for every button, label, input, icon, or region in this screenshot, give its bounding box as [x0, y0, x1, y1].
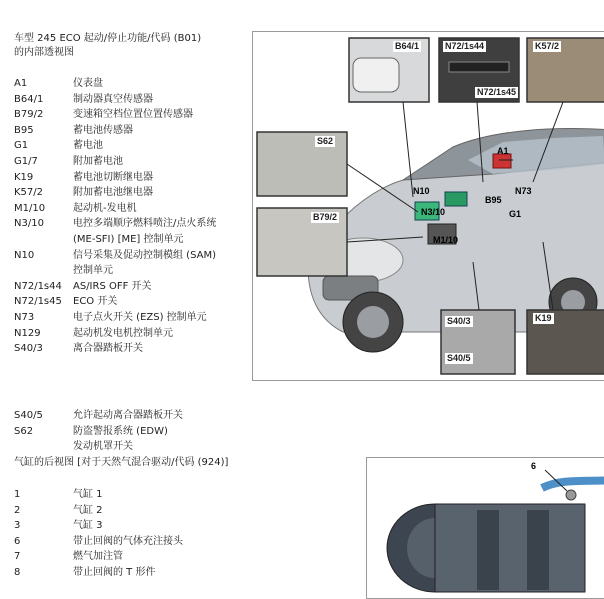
gas-cylinder-illustration — [367, 458, 604, 598]
legend-description: 起动机-发电机 — [73, 202, 137, 214]
legend-description: 电子点火开关 (EZS) 控制单元 — [73, 312, 207, 323]
legend-code: N73 — [14, 312, 35, 323]
label-k57-2: K57/2 — [535, 41, 560, 51]
label-k19: K19 — [535, 313, 552, 323]
legend-description: 蓄电池切断继电器 — [73, 171, 153, 183]
legend-code: 6 — [14, 535, 21, 547]
car-illustration — [253, 32, 604, 380]
legend-description: 变速箱空档位置位置传感器 — [73, 109, 193, 121]
legend-code: S40/3 — [14, 343, 43, 355]
legend-description: 蓄电池 — [73, 140, 103, 152]
label-s62: S62 — [317, 136, 334, 146]
legend-description-cont: (ME-SFI) [ME] 控制单元 — [73, 234, 184, 245]
car-cutaway-figure — [252, 31, 604, 381]
legend-code: N72/1s44 — [14, 280, 62, 292]
legend-description: 电控多端顺序燃料喷注/点火系统 — [73, 218, 217, 230]
legend-code: B64/1 — [14, 93, 44, 105]
legend-description: 离合器踏板开关 — [73, 343, 143, 355]
legend-description-cont: 发动机罩开关 — [73, 441, 133, 453]
label-b95: B95 — [485, 195, 502, 205]
legend-code: A1 — [14, 78, 28, 89]
legend-description: 信号采集及促动控制模组 (SAM) — [73, 249, 216, 261]
label-g1: G1 — [509, 209, 522, 219]
label-b64-1: B64/1 — [395, 41, 420, 51]
legend-description-cont: 控制单元 — [73, 265, 113, 277]
legend-description: 蓄电池传感器 — [73, 124, 133, 136]
label-6: 6 — [531, 461, 537, 471]
label-n72-1s45: N72/1s45 — [477, 87, 517, 97]
legend-code: K19 — [14, 171, 34, 183]
legend-description: 气缸 2 — [73, 504, 103, 516]
legend-description: 燃气加注管 — [73, 551, 123, 563]
legend-code: N10 — [14, 249, 35, 261]
legend-description: ECO 开关 — [73, 296, 118, 308]
legend-description: 带止回阀的气体充注接头 — [73, 535, 183, 547]
legend-description: 防盗警报系统 (EDW) — [73, 425, 168, 437]
legend-code: M1/10 — [14, 202, 46, 214]
label-m1-10: M1/10 — [433, 235, 459, 245]
legend-code: N129 — [14, 327, 41, 339]
label-s40-5: S40/5 — [447, 353, 471, 363]
legend-description: 附加蓄电池 — [73, 156, 123, 167]
label-s40-3: S40/3 — [447, 316, 471, 326]
legend-code: 3 — [14, 520, 21, 532]
legend-description: 附加蓄电池继电器 — [73, 187, 153, 199]
legend-description: 仪表盘 — [73, 78, 103, 89]
label-n10: N10 — [413, 186, 430, 196]
legend-code: N3/10 — [14, 218, 44, 230]
gas-cylinder-figure — [366, 457, 604, 599]
section-title-cylinders: 气缸的后视图 [对于天然气混合驱动/代码 (924)] — [14, 457, 229, 468]
legend-code: 2 — [14, 504, 21, 516]
legend-description: AS/IRS OFF 开关 — [73, 280, 152, 292]
legend-code: 1 — [14, 489, 21, 500]
label-a1: A1 — [497, 146, 509, 156]
legend-code: N72/1s45 — [14, 296, 62, 308]
label-b79-2: B79/2 — [313, 212, 338, 222]
legend-code: S62 — [14, 425, 34, 437]
legend-code: K57/2 — [14, 187, 44, 199]
label-n73: N73 — [515, 186, 532, 196]
legend-description: 气缸 3 — [73, 520, 103, 532]
legend-code: B95 — [14, 124, 34, 136]
legend-description: 制动器真空传感器 — [73, 93, 153, 105]
legend-description: 允许起动离合器踏板开关 — [73, 410, 183, 421]
legend-code: G1/7 — [14, 156, 38, 167]
legend-code: G1 — [14, 140, 29, 152]
legend-description: 起动机发电机控制单元 — [73, 327, 173, 339]
legend-code: 7 — [14, 551, 21, 563]
label-n3-10: N3/10 — [421, 207, 446, 217]
legend-code: 8 — [14, 567, 21, 578]
legend-description: 带止回阀的 T 形件 — [73, 567, 156, 578]
legend-code: B79/2 — [14, 109, 44, 121]
page-title: 车型 245 ECO 起动/停止功能/代码 (B01) 的内部透视图 — [14, 33, 202, 58]
label-n72-1s44: N72/1s44 — [445, 41, 485, 51]
legend-description: 气缸 1 — [73, 489, 103, 500]
legend-code: S40/5 — [14, 410, 43, 421]
